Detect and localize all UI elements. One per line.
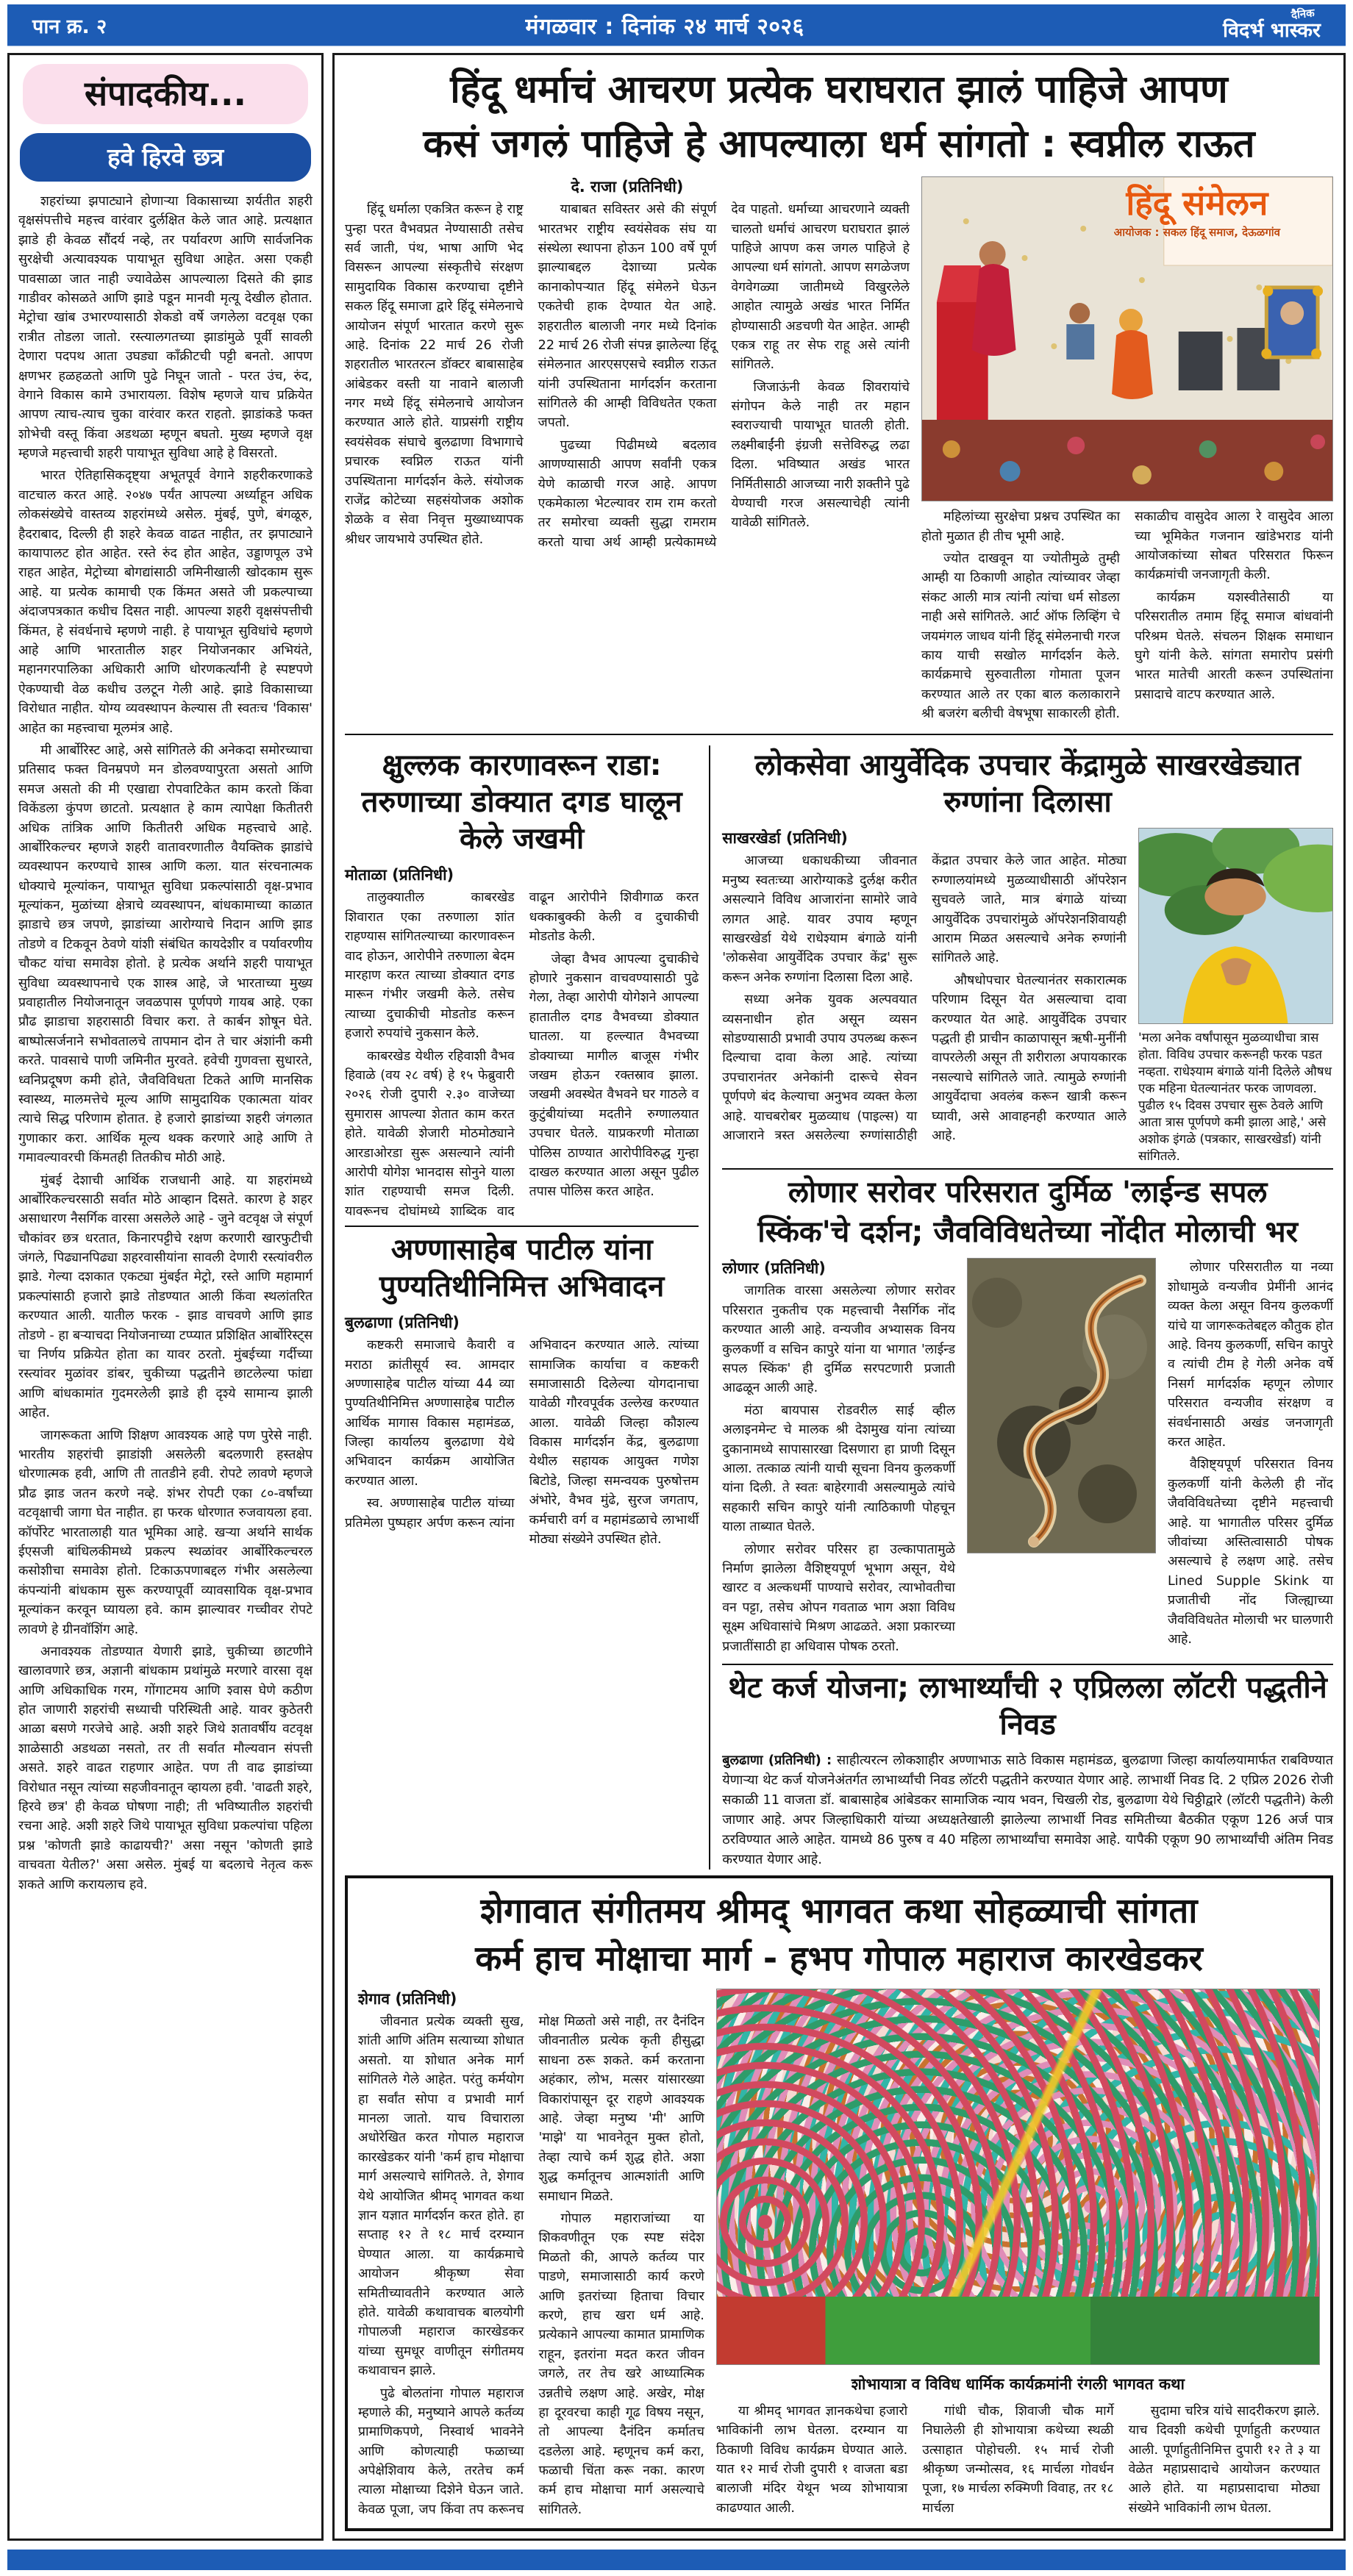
bhagwat-left-text (358, 1989, 704, 2521)
ayurved-photo-patient (1138, 828, 1333, 1024)
ayurved-quote: 'मला अनेक वर्षांपासून मुळव्याधीचा त्रास होता. विविध उपचार करूनही फरक पडत नव्हता. राधेश्याम बंगाळे यांनी दिलेले औषध एक महिना घेतल्यानंतर फरक जाणवला. पुढील १५ दिवस उपचार सुरू ठेवले आणि आता त्रास पूर्णपणे कमी झाला आहे,' असे अशोक इंगळे (पत्रकार, साखरखेर्डा) यांनी सांगितले. (1138, 1031, 1332, 1164)
lead-photo-stage (921, 176, 1333, 501)
skink-headline-line1: लोणार सरोवर परिसरात दुर्मिळ 'लाईन्ड सपल (788, 1176, 1268, 1210)
page-content (0, 53, 1353, 2541)
footer-bar (7, 2550, 1346, 2570)
section-divider (345, 1226, 699, 1227)
bhagwat-photo-crowd (716, 1989, 1320, 2365)
photo-banner (1070, 185, 1324, 238)
lead-headline-line2: कसं जगलं पाहिजे हे आपल्याला धर्म सांगतो : स्वप्नील राऊत (423, 121, 1255, 166)
lead-headline-line1: हिंदू धर्माचं आचरण प्रत्येक घराघरात झालं पाहिजे आपण (450, 68, 1228, 112)
ayurved-text-block (722, 828, 1127, 1164)
loan-body-text: साहीत्यरत्न लोकशाहीर अण्णाभाऊ साठे विकास महामंडळ, बुलढाणा जिल्हा कार्यालयामार्फत राबविण्यात येणाऱ्या थेट कर्ज योजनेअंतर्गत लाभार्थ्यांची निवड लॉटरी पद्धतीने करण्यात येणार आहे. लाभार्थी निवड दि. 2 एप्रिल 2026 रोजी सकाळी 11 वाजता डॉ. बाबासाहेब आंबेडकर सामाजिक न्याय भवन, चिखली रोड, बुलढाणा येथे चिठ्ठीद्वारे (लॉटरी पद्धतीने) केली जाणार आहे. अपर जिल्हाधिकारी यांच्या अध्यक्षतेखाली झालेल्या लाभार्थी निवड समितीच्या बैठकीत एकूण 126 अर्ज पात्र ठरविण्यात आले आहेत. यामध्ये 86 पुरुष व 40 महिला लाभार्थ्यांचा समावेश आहे. यापैकी एकूण 90 लाभार्थ्यांची अंतिम निवड करण्यात येणार आहे. (722, 1752, 1333, 1867)
ayurved-photo-block (1138, 828, 1333, 1164)
article-ayurved-center (722, 747, 1333, 1164)
article-patil-tribute (345, 1231, 699, 1549)
masthead-daily-label: दैनिक (1290, 6, 1315, 22)
page-number: पान क्र. २ (32, 15, 107, 38)
bhagwat-byline: शेगाव (प्रतिनिधी) (358, 1990, 457, 2008)
skink-body: जागतिक वारसा असलेल्या लोणार सरोवर परिसरात नुकतीच एक महत्त्वाची नैसर्गिक नोंद करण्यात आली आहे. वन्यजीव अभ्यासक विनय कुलकर्णी व सचिन कापुरे यांना या भागात 'लाईन्ड सपल स्किंक' ही दुर्मिळ सरपटणारी प्रजाती आढळून आली आहे. मंठा बायपास रोडवरील साई व्हील अलाइनमेन्ट चे मालक श्री देशमुख यांना त्यांच्या दुकानामध्ये सापासारखा दिसणारा हा प्राणी दिसून आला. तत्काळ त्यांनी याची सूचना विनय कुलकर्णी यांना दिली. ते स्वतः बाहेरगावी असल्यामुळे त्यांचे सहकारी सचिन कापुरे यांनी त्याठिकाणी पोहचून याला ताब्यात घेतले. लोणार सरोवर परिसर हा उल्कापातामुळे निर्माण झालेला वैशिष्ट्यपूर्ण भूभाग असून, येथे खारट व अल्कधर्मी पाण्याचे सरोवर, त्याभोवतीचा वन पट्टा, तसेच ओपन गवताळ भाग अशा विविध सूक्ष्म अधिवासांचे मिश्रण आढळते. अशा प्रकारच्या प्रजातींसाठी हा अधिवास पोषक ठरतो. (722, 1284, 955, 1654)
row2-left-column (345, 745, 710, 1869)
main-area (332, 53, 1346, 2541)
photo-banner-subtitle: आयोजक : सकल हिंदू समाज, देऊळगांव (1113, 225, 1280, 239)
ayurved-byline: साखरखेर्डा (प्रतिनिधी) (722, 829, 848, 848)
ayurved-body: आजच्या धकाधकीच्या जीवनात मनुष्य स्वतःच्या आरोग्याकडे दुर्लक्ष करीत असल्याने विविध आजारांना सामोरे जावे लागत आहे. यावर उपाय म्हणून साखरखेर्डा येथे राधेश्याम बंगाळे यांनी 'लोकसेवा आयुर्वेदिक उपचार केंद्र' सुरू करून अनेक रुग्णांना दिलासा दिला आहे. सध्या अनेक युवक अल्पवयात व्यसनाधीन होत असून व्यसन सोडण्यासाठी प्रभावी उपाय उपलब्ध करून दिल्याचा दावा केला आहे. त्यांच्या उपचारानंतर अनेकांनी दारूचे सेवन पूर्णपणे बंद केल्याचा अनुभव व्यक्त केला आहे. याचबरोबर मुळव्याध (पाइल्स) या आजाराने त्रस्त असलेल्या रुग्णांसाठीही केंद्रात उपचार केले जात आहेत. मोठ्या रुग्णालयांमध्ये मुळव्याधीसाठी ऑपरेशन सुचवले जाते, मात्र बंगाळे यांच्या आयुर्वेदिक उपचारांमुळे ऑपरेशनशिवायही आराम मिळत असल्याचे अनेक रुग्णांनी सांगितले आहे. औषधोपचार घेतल्यानंतर सकारात्मक परिणाम दिसून येत असल्याचा दावा करण्यात येत आहे. आयुर्वेदिक उपचार पद्धती ही प्राचीन काळापासून ऋषी-मुनींनी वापरलेली असून ती शरीराला अपायकारक नसल्याचे सांगितले जाते. त्यामुळे रुग्णांनी आयुर्वेदाचा अवलंब करून खात्री करून घ्यावी, असे आवाहनही करण्यात आले आहे. (722, 854, 1127, 1143)
article-skink (722, 1174, 1333, 1659)
editorial-subtitle: हवे हिरवे छत्र (20, 133, 311, 182)
bhagwat-subhead: शोभायात्रा व विविध धार्मिक कार्यक्रमांनी रंगली भागवत कथा (851, 2375, 1185, 2393)
photo-banner-title: हिंदू संमेलन (1126, 183, 1268, 223)
editorial-column (7, 53, 324, 2541)
article-hindu-sammelan (345, 62, 1333, 723)
lead-below-photo-text: महिलांच्या सुरक्षेचा प्रश्नच उपस्थित का होतो मुळात ही तीच भूमी आहे. ज्योत दाखवून या ज्योतीमुळे तुम्ही आम्ही या ठिकाणी आहोत त्यांच्यावर जेव्हा संकट आली मात्र त्यांनी त्यांचा धर्म सोडला नाही असे सांगितले. आर्ट ऑफ लिव्हिंग चे जयमंगल जाधव यांनी हिंदू संमेलनाची गरज काय याची सखोल मार्गदर्शन केले. कार्यक्रमाचे सुरुवातीला गोमाता पूजन करण्यात आले तर एका बाल कलाकाराने श्री बजरंग बलीची वेषभूषा साकारली होती. सकाळीच वासुदेव आला रे वासुदेव आला च्या भूमिकेत गजनान खांडेभराड यांनी आयोजकांच्या सोबत परिसरात फिरून कार्यक्रमांची जनजागृती केली. कार्यक्रम यशस्वीतेसाठी या परिसरातील तमाम हिंदू समाज बांधवांनी परिश्रम घेतले. संचलन शिक्षक समाधान घुगे यांनी केले. सांगता समारोप प्रसंगी भारत मातेची आरती करून उपस्थितांना प्रसादाचे वाटप करण्यात आले. (921, 509, 1333, 722)
section-divider (722, 1664, 1333, 1665)
lead-body-columns: हिंदू धर्माला एकत्रित करून हे राष्ट्र पुन्हा परत वैभवप्रत नेण्यासाठी तसेच सर्व जाती, पंथ, भाषा आणि भेद विसरून आपल्या संस्कृतीचे संरक्षण सामुदायिक विकास करण्याचा दृष्टीने सकल हिंदू समाजा द्वारे हिंदू संमेलनाचे आयोजन संपूर्ण भारतात करणे सुरू आहे. दिनांक 22 मार्च 26 रोजी शहरातील भारतरत्न डॉक्टर बाबासाहेब आंबेडकर वस्ती या नावाने बालाजी नगर मध्ये हिंदू संमेलनाचे आयोजन करण्यात आले होते. याप्रसंगी राष्ट्रीय स्वयंसेवक संघाचे बुलढाणा विभागाचे प्रचारक स्वप्निल राऊत यांनी उपस्थिताना मार्गदर्शन केले. संयोजक राजेंद्र कोटेच्या सहसंयोजक अशोक शेळके व सेवा निवृत्त मुख्याध्यापक श्रीधर जायभाये उपस्थित होते. याबाबत सविस्तर असे की संपूर्ण भारतभर राष्ट्रीय स्वयंसेवक संघ या संस्थेला स्थापना होऊन 100 वर्षे पूर्ण झाल्याबद्दल देशाच्या प्रत्येक कानाकोपऱ्यात हिंदू संमेलने घेऊन एकतेची हाक देण्यात येत आहे. शहरातील बालाजी नगर मध्ये दिनांक 22 मार्च 26 रोजी संपन्न झालेल्या हिंदू संमेलनात आरएसएसचे स्वप्नील राऊत यांनी उपस्थिताना मार्गदर्शन करताना सांगितले की आम्ही विविधतेत एकता जपतो. पुढच्या पिढीमध्ये बदलाव आणण्यासाठी आपण सर्वांनी एकत्र येणे काळाची गरज आहे. आपण एकमेकाला भेटल्यावर राम राम करतो तर समोरचा व्यक्ती सुद्धा रामराम करतो याचा अर्थ आम्ही प्रत्येकामध्ये देव पाहतो. धर्माच्या आचरणाने व्यक्ती चालतो धर्माचं आचरण घराघरात झालं पाहिजे आपण कस जगल पाहिजे हे आपल्या धर्म सांगतो. आपण सगळेजण वेगवेगळ्या जातीमध्ये विखुरलेले आहोत त्यामुळे अखंड भारत निर्मित होण्यासाठी अडचणी येत आहेत. आम्ही एकत्र राहू तर सेफ राहू असे त्यांनी सांगितले. जिजाऊंनी केवळ शिवरायांचे संगोपन केले नाही तर महान स्वराज्याची पायाभूत घातली होती. लक्ष्मीबाईंनी इंग्रजी सत्तेविरुद्ध लढा दिला. भविष्यात अखंड भारत निर्मितीसाठी आजच्या नारी शक्तीने पुढे येण्याची गरज असल्याचेही त्यांनी यावेळी सांगितले. (345, 202, 910, 550)
patil-body: कष्टकरी समाजाचे कैवारी व मराठा क्रांतीसूर्य स्व. आमदार अण्णासाहेब पाटील यांच्या 44 व्या पुण्यतिथीनिमित्त अण्णासाहेब पाटील आर्थिक मागास विकास महामंडळ, जिल्हा कार्यालय बुलढाणा येथे अभिवादन कार्यक्रम आयोजित करण्यात आला. स्व. अण्णासाहेब पाटील यांच्या प्रतिमेला पुष्पहार अर्पण करून त्यांना अभिवादन करण्यात आले. त्यांच्या सामाजिक कार्याचा व कष्टकरी समाजासाठी दिलेल्या योगदानाचा यावेळी गौरवपूर्वक उल्लेख करण्यात आला. यावेळी जिल्हा कौशल्य विकास मार्गदर्शन केंद्र, बुलढाणा येथील सहायक आयुक्त गणेश बिटोडे, जिल्हा समन्वयक पुरुषोत्तम अंभोरे, वैभव मुंढे, सुरज जगताप, कर्मचारी वर्ग व महामंडळाचे लाभार्थी मोठ्या संख्येने उपस्थित होते. (345, 1338, 699, 1548)
stone-byline: मोताळा (प्रतिनिधी) (345, 866, 454, 884)
bhagwat-right-block (716, 1989, 1320, 2521)
masthead (1223, 6, 1321, 42)
skink-photo (967, 1258, 1156, 1553)
section-divider (722, 1168, 1333, 1170)
lead-body (345, 176, 910, 723)
article-stone-attack (345, 747, 699, 1221)
crowd-photo-mats (717, 2297, 1319, 2364)
masthead-name: विदर्भ भास्कर (1223, 18, 1321, 42)
patient-photo-graphic (1139, 829, 1332, 1023)
ayurved-headline: लोकसेवा आयुर्वेदिक उपचार केंद्रामुळे साखरखेड्यात रुग्णांना दिलासा (754, 748, 1301, 820)
skink-right-text: लोणार परिसरातील या नव्या शोधामुळे वन्यजीव प्रेमींनी आनंद व्यक्त केला असून विनय कुलकर्णी यांचे या जागरूकतेबद्दल कौतुक होत आहे. विनय कुलकर्णी, सचिन कापुरे व त्यांची टीम हे गेली अनेक वर्षे निसर्ग मार्गदर्शक म्हणून लोणार परिसरात वन्यजीव संरक्षण व संवर्धनासाठी अखंड जनजागृती करत आहेत. वैशिष्ट्यपूर्ण परिसरात विनय कुलकर्णी यांनी केलेली ही नोंद जैवविविधतेच्या दृष्टीने महत्त्वाची आहे. या भागातील परिसर दुर्मिळ जीवांच्या अस्तित्वासाठी पोषक असल्याचे हे लक्षण आहे. तसेच Lined Supple Skink या प्रजातीची नोंद जिल्ह्याच्या जैवविविधतेत मोलाची भर घालणारी आहे. (1168, 1260, 1333, 1647)
patil-headline: अण्णासाहेब पाटील यांना पुण्यतिथीनिमित्त अभिवादन (379, 1233, 665, 1304)
skink-photo-graphic (968, 1259, 1155, 1553)
section-divider (345, 734, 1333, 735)
page-header (7, 4, 1346, 46)
patil-byline: बुलढाणा (प्रतिनिधी) (345, 1314, 460, 1332)
skink-byline: लोणार (प्रतिनिधी) (722, 1259, 826, 1278)
article-bhagwat-katha (345, 1875, 1333, 2531)
editorial-title: संपादकीय... (23, 64, 308, 124)
bhagwat-body: जीवनात प्रत्येक व्यक्ती सुख, शांती आणि अंतिम सत्याच्या शोधात असतो. या शोधात अनेक मार्ग सांगितले गेले आहेत. परंतु कर्मयोग हा सर्वांत सोपा व प्रभावी मार्ग मानला जातो. याच विचाराला अधोरेखित करत गोपाल महाराज कारखेडकर यांनी 'कर्म हाच मोक्षाचा मार्ग असल्याचे सांगितले. ते, शेगाव येथे आयोजित श्रीमद् भागवत कथा ज्ञान यज्ञात मार्गदर्शन करत होते. हा सप्ताह १२ ते १८ मार्च दरम्यान घेण्यात आला. या कार्यक्रमाचे आयोजन श्रीकृष्ण सेवा समितीच्यावतीने करण्यात आले होते. यावेळी कथावाचक बालयोगी गोपालजी महाराज कारखेडकर यांच्या सुमधूर वाणीतून संगीतमय कथावाचन झाले. पुढे बोलतांना गोपाल महाराज म्हणाले की, मनुष्याने आपले कर्तव्य प्रामाणिकपणे, निस्वार्थ भावनेने आणि कोणत्याही फळाच्या अपेक्षेशिवाय केले, तरतेच कर्म त्याला मोक्षाच्या दिशेने घेऊन जाते. केवळ पूजा, जप किंवा तप करूनच मोक्ष मिळतो असे नाही, तर दैनंदिन जीवनातील प्रत्येक कृती हीसुद्धा साधना ठरू शकते. कर्म करताना अहंकार, लोभ, मत्सर यांसारख्या विकारांपासून दूर राहणे आवश्यक आहे. जेव्हा मनुष्य 'मी' आणि 'माझे' या भावनेतून मुक्त होतो, तेव्हा त्याचे कर्म शुद्ध होते. अशा शुद्ध कर्मातूनच आत्मशांती आणि समाधान मिळते. गोपाल महाराजांच्या या शिकवणीतून एक स्पष्ट संदेश मिळतो की, आपले कर्तव्य पार पाडणे, समाजासाठी कार्य करणे आणि इतरांच्या हिताचा विचार करणे, हाच खरा धर्म आहे. प्रत्येकाने आपल्या कामात प्रामाणिक राहून, इतरांना मदत करत जीवन जगले, तर तेच खरे आध्यात्मिक उन्नतीचे लक्षण आहे. अखेर, मोक्ष हा दूरवरचा काही गूढ विषय नसून, तो आपल्या दैनंदिन कर्मातच दडलेला आहे. म्हणूनच कर्म करा, फळाची चिंता करू नका. कारण कर्म हाच मोक्षाचा मार्ग असल्याचे सांगितले. (358, 2014, 704, 2517)
lead-photo-block (921, 176, 1333, 723)
loan-headline: थेट कर्ज योजना; लाभार्थ्यांची २ एप्रिलला लॉटरी पद्धतीने निवड (728, 1670, 1327, 1742)
bhagwat-body2: या श्रीमद् भागवत ज्ञानकथेचा हजारो भाविकांनी लाभ घेतला. दरम्यान या ठिकाणी विविध कार्यक्रम घेण्यात आले. यात १२ मार्च रोजी दुपारी १ वाजता बडा बालाजी मंदिर येथून भव्य शोभायात्रा काढण्यात आली. गांधी चौक, शिवाजी चौक मार्गे निघालेली ही शोभायात्रा कथेच्या स्थळी उत्साहात पोहोचली. १५ मार्च रोजी श्रीकृष्ण जन्मोत्सव, १६ मार्चला गोवर्धन पूजा, १७ मार्चला रुक्मिणी विवाह, तर १८ मार्चला सुदामा चरित्र यांचे सादरीकरण झाले. याच दिवशी कथेची पूर्णाहुती करण्यात आली. पूर्णाहुतीनिमित्त दुपारी १२ ते ३ या वेळेत महाप्रसादाचे आयोजन करण्यात आले होते. या महाप्रसादाचा मोठ्या संख्येने भाविकांनी लाभ घेतला. (715, 2403, 1320, 2516)
lead-byline: दे. राजा (प्रतिनिधी) (571, 178, 684, 196)
bhagwat-headline-line2: कर्म हाच मोक्षाचा मार्ग - हभप गोपाल महाराज कारखेडकर (475, 1939, 1203, 1979)
stone-headline: क्षुल्लक कारणावरून राडा: तरुणाच्या डोक्यात दगड घालून केले जखमी (361, 748, 682, 856)
skink-headline-line2: स्किंक'चे दर्शन; जैवविविधतेच्या नोंदीत मोलाची भर (757, 1215, 1298, 1250)
editorial-body: शहरांच्या झपाट्याने होणाऱ्या विकासाच्या शर्यतीत शहरी वृक्षसंपत्तीचे महत्त्व वारंवार दुर्लक्षित केले जात आहे. प्रत्यक्षात झाडे ही केवळ सौंदर्य नव्हे, तर पर्यावरण आणि सार्वजनिक सुरक्षेची अत्यावश्यक पायाभूत सुविधा आहेत. असा एकही पावसाळा जात नाही ज्यावेळेस आपल्याला दिसते की झाड गाडीवर कोसळते आणि झाडे पडून मानवी मृत्यू देखील होतात. मेट्रोचा खांब उभारण्यासाठी शेकडो वर्षे जगलेला वटवृक्ष एका रात्रीत तोडला जातो. रस्त्यालगतच्या झाडांमुळे पूर्वी सावली देणारा पदपथ आता उघड्या काँक्रीटची पट्टी बनतो. आपण क्षणभर हळहळतो आणि पुढे निघून जातो - परत उंच, रुंद, वेगाने विकास कामे उभारायला. विशेष म्हणजे याच प्रक्रियेत आपण त्याच-त्याच चुका वारंवार करत राहतो. झाडांकडे फक्त शोभेची वस्तू किंवा अडथळा म्हणून बघतो. मुख्य म्हणजे वृक्ष म्हणजे महत्त्वाची शहरी पायाभूत सुविधा आहे हे विसरतो. भारत ऐतिहासिकदृष्ट्या अभूतपूर्व वेगाने शहरीकरणाकडे वाटचाल करत आहे. २०४७ पर्यंत आपल्या अर्ध्याहून अधिक लोकसंख्येचे वास्तव्य शहरांमध्ये असेल. मुंबई, पुणे, बंगळूरु, हैदराबाद, दिल्ली ही शहरे केवळ वाढत नाहीत, तर झपाट्याने कायापालट होत आहेत. रस्ते रुंद होत आहेत, उड्डाणपूल उभे राहत आहेत, मेट्रोच्या बोगद्यांसाठी जमिनीखाली खोदकाम सुरू आहे. या प्रत्येक कामाची एक किंमत असते जी प्रकल्पाच्या अंदाजपत्रकात कधीच दिसत नाही. आपल्या शहरी वृक्षसंपत्तीची किंमत, हे संवर्धनाचे म्हणणे नाही. हे पायाभूत सुविधांचे म्हणणे आहे आणि भारतातील शहर नियोजनकार अभियंते, महानगरपालिका अधिकारी आणि धोरणकर्त्यांनी हे स्पष्टपणे ऐकण्याची वेळ कधीच उलटून गेली आहे. झाडे विकासाच्या विरोधात नाहीत. योग्य व्यवस्थापन केल्यास ती स्वतःच 'विकास' आहेत का महत्त्वाचा मूलमंत्र आहे. मी आर्बोरिस्ट आहे, असे सांगितले की अनेकदा समोरच्याचा प्रतिसाद फक्त विनम्रपणे मन डोलवण्यापुरता असतो आणि समज असतो की मी एखाद्या रोपवाटिकेत काम करतो किंवा विकेंडला कुंपण छाटतो. प्रत्यक्षात हे काम त्यापेक्षा कितीतरी अधिक तांत्रिक आणि कितीतरी अधिक महत्त्वाचे आहे. आर्बोरिकल्चर म्हणजे शहरी वातावरणातील वैयक्तिक झाडांचे व्यवस्थापन करण्याचे शास्त्र आणि कला. यात संरचनात्मक धोक्याचे मूल्यांकन, पायाभूत सुविधा प्रकल्पांसाठी वृक्ष-प्रभाव मूल्यांकन, मुळांच्या क्षेत्राचे व्यवस्थापन, बांधकामाच्या काळात झाडाचे छत्र जपणे, झाडांच्या आरोग्याचे निदान आणि झाड तोडणे व टिकवून ठेवणे यांशी संबंधित कायदेशीर व पर्यावरणीय चौकट यांचा समावेश होतो. हे प्रत्येक अर्थाने शहरी पायाभूत सुविधा व्यवस्थापनाचे एक शास्त्र आहे, जे भारताच्या मुख्य प्रवाहातील नियोजनातून जवळपास पूर्णपणे गायब आहे. एका प्रौढ झाडाचा शहरासाठी विचार करा. ते कार्बन शोषून घेते. बाष्पोत्सर्जनाने सभोवतालचे तापमान दोन ते चार अंशांनी कमी करते. पावसाचे पाणी जमिनीत मुरवते. हवेची गुणवत्ता सुधारते, ध्वनिप्रदूषण कमी होते, जैवविविधता टिकते आणि मानसिक स्वास्थ्य, मालमत्तेचे मूल्य आणि सामुदायिक एकात्मता यांवर त्याचे सिद्ध परिणाम होतात. हे हजारो झाडांच्या शहरी जंगलात गुणाकार करा. आर्थिक मूल्य थक्क करणारे आहे आणि ते गमावल्यावरची किंमतही तितकीच मोठी आहे. मुंबई देशाची आर्थिक राजधानी आहे. या शहरांमध्ये आर्बोरिकल्चरसाठी सर्वात मोठे आव्हान दिसते. कारण हे शहर असाधारण नैसर्गिक वारसा असलेले आहे - जुने वटवृक्ष जे संपूर्ण चौकांवर छत्र धरतात, किनारपट्टीचे रक्षण करणारी खारफुटीची जंगले, पिढ्यानपिढ्या शहरवासीयांना सावली देणारी रस्त्यांवरील झाडे. गेल्या दशकात एकट्या मुंबईत मेट्रो, रस्ते आणि महामार्ग प्रकल्पांसाठी हजारो झाडे तोडण्यात आली किंवा स्थलांतरित करण्यात आली. यातील फरक - झाड वाचवणे आणि झाड तोडणे - हा बऱ्याचदा नियोजनाच्या टप्प्यात प्रशिक्षित आर्बोरिस्ट्स चा निर्णय प्रक्रियेत होता का यावर ठरतो. मुंबईच्या गर्दीच्या रस्त्यांवर मुळांवर डांबर, चुकीच्या पद्धतीने छाटलेल्या फांद्या आणि बांधकामांत गुदमरलेली झाडे ही दृश्ये सामान्य झाली आहेत. जागरूकता आणि शिक्षण आवश्यक आहे पण पुरेसे नाही. भारतीय शहरांची झाडांशी असलेली बदलणारी हस्तक्षेप धोरणात्मक हवी, आणि ती तातडीने हवी. रोपटे लावणे म्हणजे प्रौढ झाड जतन करणे नव्हे. शंभर रोपटी एका ८०-वर्षांच्या वटवृक्षाची जागा घेत नाहीत. हा फरक धोरणात रुजवायला हवा. कॉर्पोरेट भारतालाही यात भूमिका आहे. खऱ्या अर्थाने सार्थक ईएसजी बांधिलकीमध्ये प्रकल्प स्थळांवर आर्बोरिकल्चरल कसोशीचा समावेश होतो. टिकाऊपणाबद्दल गंभीर असलेल्या कंपन्यांनी बांधकाम सुरू करण्यापूर्वी व्यावसायिक वृक्ष-प्रभाव मूल्यांकन करवून घ्यायला हवे. काम झाल्यावर गच्चीवर रोपटे लावणे हे ग्रीनवॉशिंग आहे. अनावश्यक तोडण्यात येणारी झाडे, चुकीच्या छाटणीने खालावणारे छत्र, अज्ञानी बांधकाम प्रथांमुळे मरणारे वारसा वृक्ष आणि अधिकाधिक गरम, गोंगाटमय आणि श्वास घेणे कठीण होत जाणारी शहरांची सध्याची परिस्थिती आहे. यावर कुठेतरी आळा बसणे गरजेचे आहे. अशी शहरे जिथे शतावर्षीय वटवृक्ष शाळेसाठी अडथळा नसतो, तर ती सर्वात मौल्यवान संपत्ती असते. शहरे वाढत राहणार आहेत. पण ती वाढ झाडांच्या विरोधात नसून त्यांच्या सहजीवनातून व्हायला हवी. 'वाढती शहरे, हिरवे छत्र' ही केवळ घोषणा नाही; ती भविष्यातील शहरांची रचना आहे. अशी शहरे जिथे पायाभूत सुविधा प्रकल्पांचा पहिला प्रश्न 'कोणती झाडे काढायची?' असा नसून 'कोणती झाडे वाचवता येतील?' असा असेल. मुंबई या बदलाचे नेतृत्व करू शकते आणि करायलाच हवे. (18, 194, 313, 1892)
article-loan-scheme (722, 1670, 1333, 1870)
skink-left-text (722, 1258, 955, 1659)
loan-body (722, 1750, 1333, 1870)
stone-body: तालुक्यातील काबरखेड शिवारात एका तरुणाला शांत राहण्यास सांगितल्याच्या कारणावरून वाद होऊन, आरोपीने तरुणाला बेदम मारहाण करत त्याच्या डोक्यात दगड मारून गंभीर जखमी केले. तसेच त्याच्या दुचाकीची मोडतोड करून हजारो रुपयांचे नुकसान केले. काबरखेड येथील रहिवाशी वैभव हिवाळे (वय २८ वर्ष) हे १५ फेब्रुवारी २०२६ रोजी दुपारी २.३० वाजेच्या सुमारास आपल्या शेतात काम करत होते. यावेळी शेजारी मोठमोठ्याने आरडाओरडा सुरू असल्याने त्यांनी आरोपी योगेश भानदास सोनुने याला शांत राहण्याची समज दिली. यावरूनच दोघांमध्ये शाब्दिक वाद वाढून आरोपीने शिवीगाळ करत धक्काबुक्की केली व दुचाकीची मोडतोड केली. जेव्हा वैभव आपल्या दुचाकीचे होणारे नुकसान वाचवण्यासाठी पुढे गेला, तेव्हा आरोपी योगेशने आपल्या हातातील दगड वैभवच्या डोक्यात घातला. या हल्ल्यात वैभवच्या डोक्याच्या मागील बाजूस गंभीर जखम होऊन रक्तस्राव झाला. जखमी अवस्थेत वैभवने घर गाठले व कुटुंबीयांच्या मदतीने रुग्णालयात उपचार घेतले. याप्रकरणी मोताळा पोलिस ठाण्यात आरोपीविरुद्ध गुन्हा दाखल करण्यात आला असून पुढील तपास पोलिस करत आहेत. (345, 890, 699, 1219)
issue-date: मंगळवार : दिनांक २४ मार्च २०२६ (525, 13, 804, 40)
loan-byline: बुलढाणा (प्रतिनिधी) : (722, 1752, 832, 1768)
row2-right-column (722, 745, 1333, 1869)
bhagwat-headline-line1: शेगावात संगीतमय श्रीमद् भागवत कथा सोहळ्याची सांगता (480, 1890, 1198, 1931)
